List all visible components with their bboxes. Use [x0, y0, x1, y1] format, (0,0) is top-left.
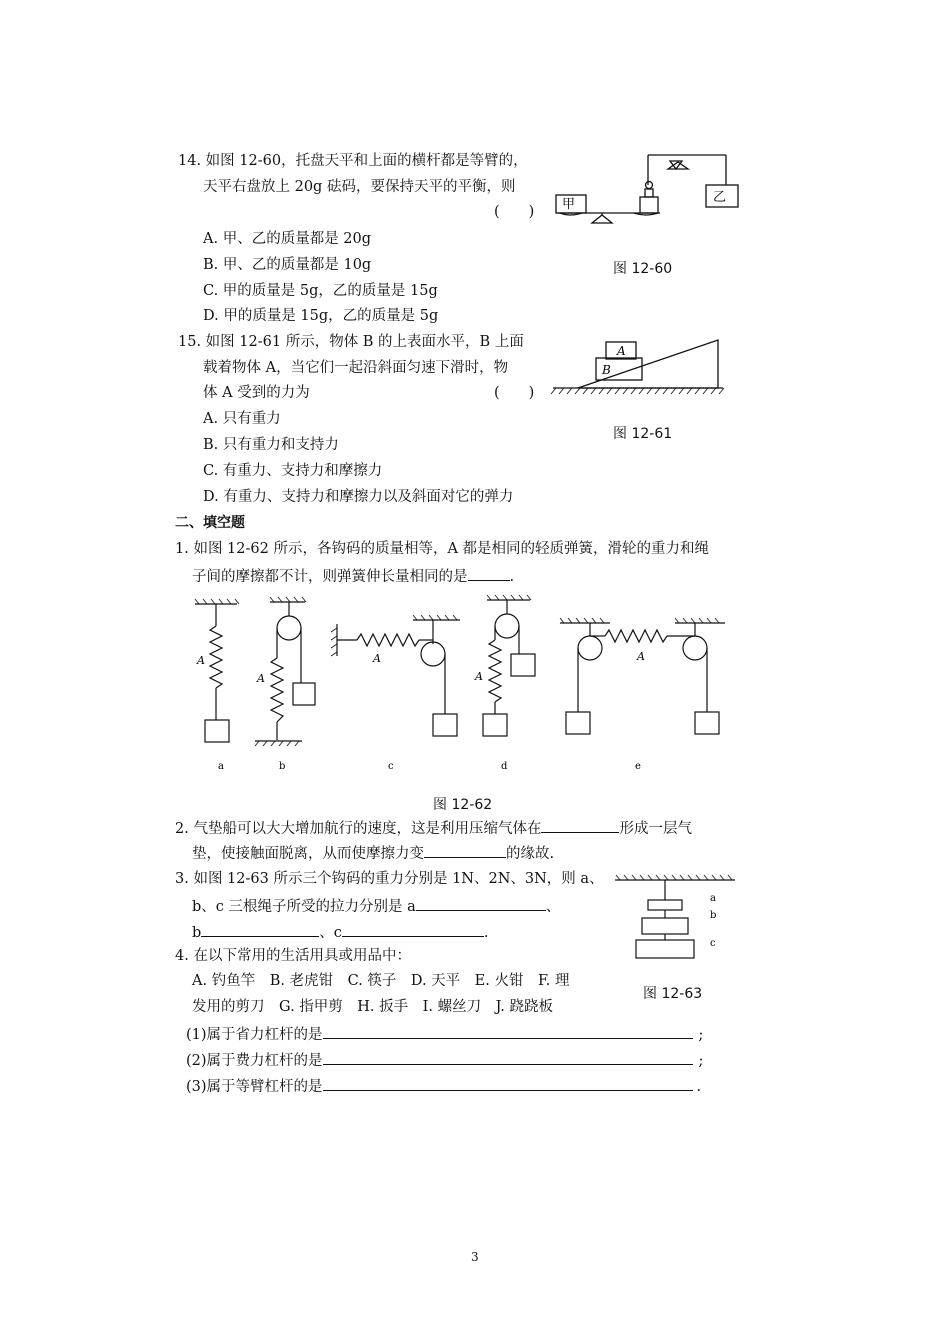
f4-line1: 4. 在以下常用的生活用具或用品中： [175, 948, 411, 964]
sub-label-e: e [635, 761, 641, 772]
q14-option-d: D. 甲的质量是 15g，乙的质量是 5g [203, 308, 439, 324]
q14-line2: 天平右盘放上 20g 砝码，要保持天平的平衡，则 [203, 179, 516, 195]
f1-blank[interactable] [468, 566, 510, 581]
caption-12-60: 图 12-60 [613, 261, 673, 277]
figure-12-62 [185, 588, 745, 773]
figure-12-61 [548, 335, 748, 400]
f4-line3: 发用的剪刀 G. 指甲剪 H. 扳手 I. 螺丝刀 J. 跷跷板 [192, 999, 553, 1015]
q15-option-c: C. 有重力、支持力和摩擦力 [203, 463, 383, 479]
q14-option-c: C. 甲的质量是 5g，乙的质量是 15g [203, 283, 438, 299]
spring-label-b: A [257, 672, 265, 685]
f3-line3: b 、c . [192, 922, 489, 942]
sub-label-a: a [218, 761, 224, 772]
sub-label-d: d [501, 761, 508, 772]
spring-label-d: A [475, 670, 483, 683]
block-b-label: B [602, 363, 611, 377]
f4-blank-2[interactable] [323, 1050, 693, 1065]
f4-blank-3[interactable] [323, 1076, 693, 1091]
sub-label-b: b [279, 761, 286, 772]
q14-option-b: B. 甲、乙的质量都是 10g [203, 257, 372, 273]
q15-option-a: A. 只有重力 [203, 411, 281, 427]
section-title: 二、填空题 [175, 515, 245, 531]
q15-line2: 载着物体 A，当它们一起沿斜面匀速下滑时，物 [203, 360, 509, 376]
label-jia: 甲 [562, 197, 576, 212]
f1-line1: 1. 如图 12-62 所示，各钩码的质量相等，A 都是相同的轻质弹簧，滑轮的重力和绳 [175, 541, 710, 557]
label-yi: 乙 [713, 190, 727, 205]
q15-line1: 15. 如图 12-61 所示，物体 B 的上表面水平，B 上面 [178, 334, 524, 350]
f2-line1: 2. 气垫船可以大大增加航行的速度，这是利用压缩气体在 形成一层气 [175, 818, 692, 838]
f3-line2: b、c 三根绳子所受的拉力分别是 a 、 [192, 896, 560, 916]
page-number: 3 [471, 1250, 479, 1264]
f2-line2: 垫，使接触面脱离，从而使摩擦力变 的缘故. [192, 843, 554, 863]
rope-label-c: c [710, 938, 716, 949]
f3-line1: 3. 如图 12-63 所示三个钩码的重力分别是 1N、2N、3N，则 a、 [175, 871, 604, 887]
caption-12-62: 图 12-62 [433, 797, 493, 813]
f4-line2: A. 钓鱼竿 B. 老虎钳 C. 筷子 D. 天平 E. 火钳 F. 理 [192, 973, 570, 989]
f2-blank-2[interactable] [424, 843, 506, 858]
q14-line1: 14. 如图 12-60，托盘天平和上面的横杆都是等臂的， [178, 153, 528, 169]
q14-option-a: A. 甲、乙的质量都是 20g [203, 231, 372, 247]
q15-line3: 体 A 受到的力为 [203, 385, 310, 401]
q15-answer-bracket: ( ) [494, 385, 535, 401]
caption-12-61: 图 12-61 [613, 426, 673, 442]
f2-blank-1[interactable] [541, 818, 619, 833]
f4-blank-1[interactable] [323, 1024, 693, 1039]
spring-label-a: A [197, 654, 205, 667]
f4-sub3: (3)属于等臂杠杆的是 . [186, 1076, 701, 1096]
f3-blank-c[interactable] [342, 922, 484, 937]
rope-label-a: a [710, 893, 716, 904]
rope-label-b: b [710, 910, 717, 921]
spring-label-c: A [373, 652, 381, 665]
q15-option-d: D. 有重力、支持力和摩擦力以及斜面对它的弹力 [203, 489, 514, 505]
f4-sub2: (2)属于费力杠杆的是 ; [186, 1050, 703, 1070]
block-a-label: A [617, 344, 626, 358]
caption-12-63: 图 12-63 [643, 986, 703, 1002]
f4-sub1: (1)属于省力杠杆的是 ; [186, 1024, 703, 1044]
q15-option-b: B. 只有重力和支持力 [203, 437, 339, 453]
q14-answer-bracket: ( ) [494, 204, 535, 220]
f3-blank-b[interactable] [201, 922, 319, 937]
figure-12-63 [610, 870, 740, 970]
f3-blank-a[interactable] [416, 896, 546, 911]
sub-label-c: c [388, 761, 394, 772]
f1-line2: 子间的摩擦都不计，则弹簧伸长量相同的是 . [192, 566, 514, 586]
spring-label-e: A [637, 650, 645, 663]
figure-12-60 [540, 145, 750, 240]
